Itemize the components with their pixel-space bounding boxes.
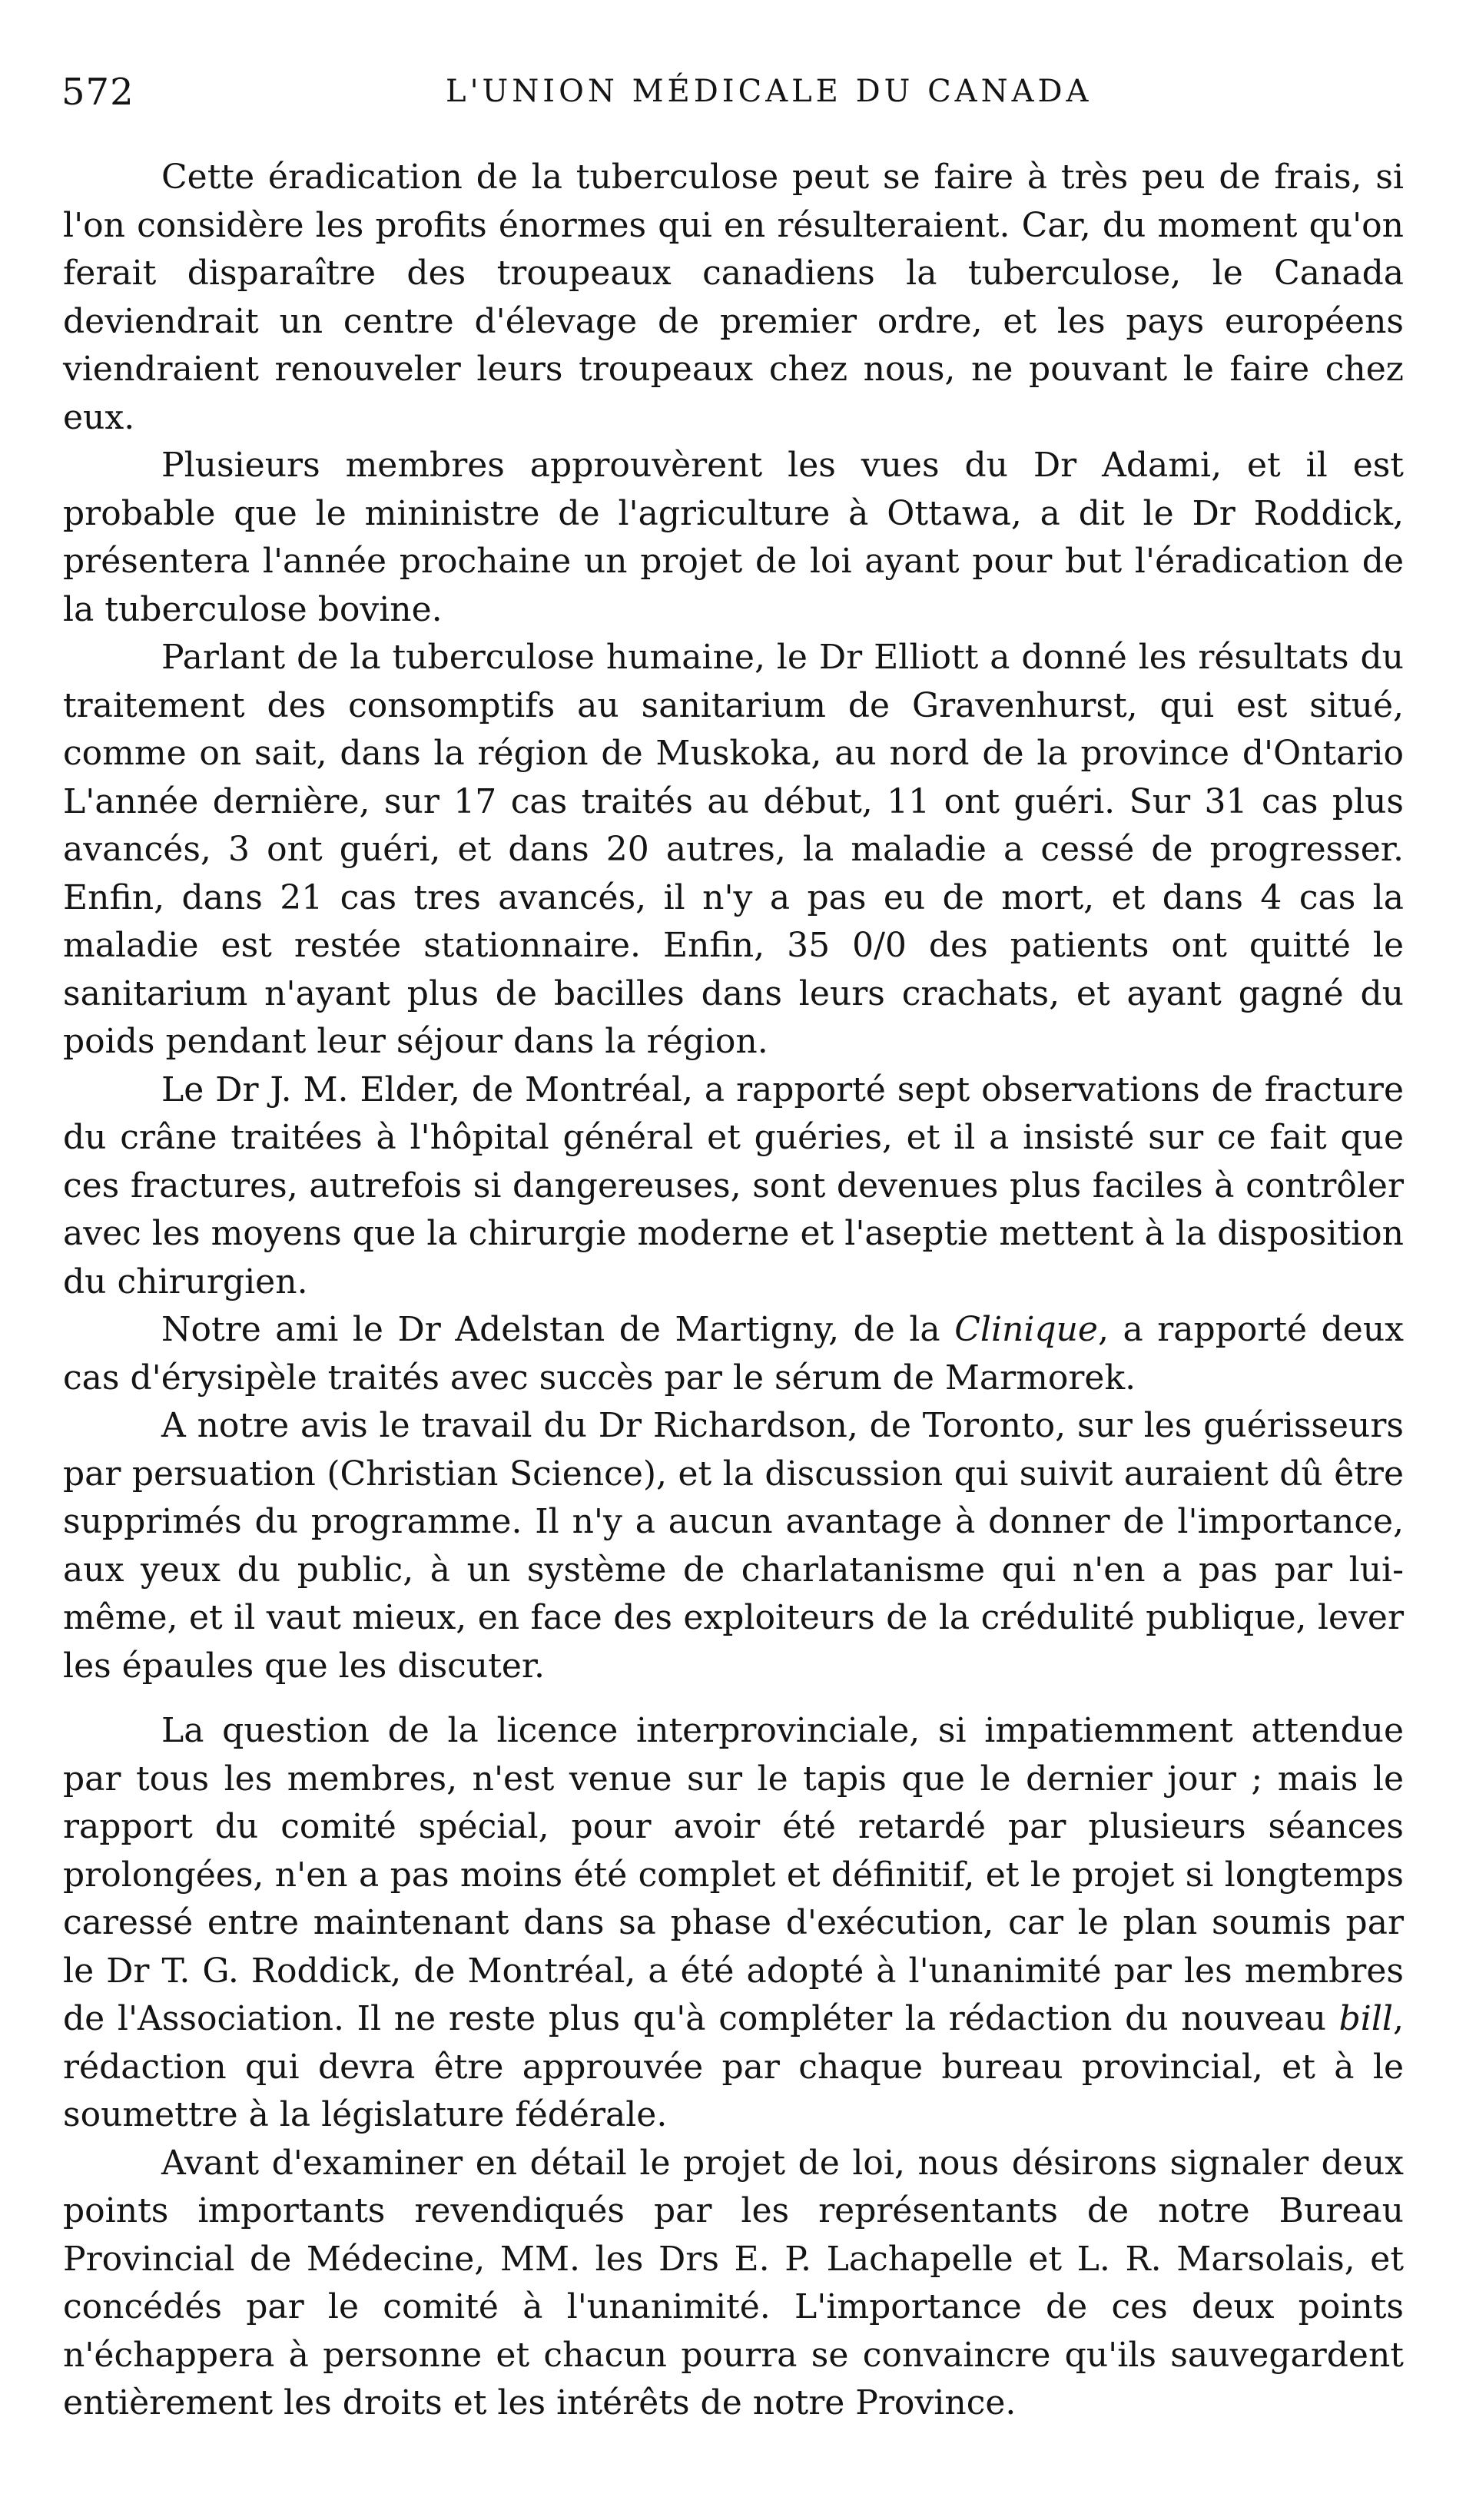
text-run: , rédaction qui devra être approuvée par chaque bureau provincial, et à le soumettre à la législature fédérale.	[63, 1999, 1404, 2134]
text-run: , a rapporté deux cas d'érysipèle traités avec succès par le sérum de Marmorek.	[63, 1310, 1404, 1398]
article-body	[63, 154, 1404, 2428]
paragraph-martigny	[63, 1306, 1404, 1402]
text-run: Notre ami le Dr Adelstan de Martigny, de la	[161, 1310, 955, 1349]
paragraph-elder: Le Dr J. M. Elder, de Montréal, a rapporté sept observations de fracture du crâne traitées à l'hôpital général et guéries, et il a insisté sur ce fait que ces fractures, autrefois si dangereuses, sont devenues plus faciles à contrôler avec les moyens que la chirurgie moderne et l'aseptie mettent à la disposition du chirurgien.	[63, 1069, 1404, 1301]
paragraph-elliott: Parlant de la tuberculose humaine, le Dr Elliott a donné les résultats du traitement des consomptifs au sanitarium de Gravenhurst, qui est situé, comme on sait, dans la région de Muskoka, au nord de la province d'Ontario L'année dernière, sur 17 cas traités au début, 11 ont guéri. Sur 31 cas plus avancés, 3 ont guéri, et dans 20 autres, la maladie a cessé de progresser. Enfin, dans 21 cas tres avancés, il n'y a pas eu de mort, et dans 4 cas la maladie est restée stationnaire. Enfin, 35 0/0 des patients ont quitté le sanitarium n'ayant plus de bacilles dans leurs crachats, et ayant gagné du poids pendant leur séjour dans la région.	[63, 638, 1404, 1061]
paragraph-licence	[63, 1707, 1404, 2140]
paragraph-richardson: A notre avis le travail du Dr Richardson, de Toronto, sur les guérisseurs par persuation (Christian Science), et la discussion qui suivit auraient dû être supprimés du programme. Il n'y a aucun avantage à donner de l'importance, aux yeux du public, à un système de charlatanisme qui n'en a pas par lui-même, et il vaut mieux, en face des exploiteurs de la crédulité publique, lever les épaules que les discuter.	[63, 1406, 1404, 1686]
paragraph-projet-de-loi: Avant d'examiner en détail le projet de loi, nous désirons signaler deux points importants revendiqués par les représentants de notre Bureau Provincial de Médecine, MM. les Drs E. P. Lachapelle et L. R. Marsolais, et concédés par le comité à l'unanimité. L'importance de ces deux points n'échappera à personne et chacun pourra se convaincre qu'ils sauvegardent entièrement les droits et les intérêts de notre Province.	[63, 2143, 1404, 2422]
page-number: 572	[61, 71, 134, 114]
text-run: La question de la licence interprovinciale, si impatiemment attendue par tous les membres, n'est venue sur le tapis que le dernier jour ; mais le rapport du comité spécial, pour avoir été retardé par plusieurs séances prolongées, n'en a pas moins été complet et définitif, et le projet si longtemps caressé entre maintenant dans sa phase d'exécution, car le plan soumis par le Dr T. G. Roddick, de Montréal, a été adopté à l'unanimité par les membres de l'Association. Il ne reste plus qu'à compléter la rédaction du nouveau	[63, 1711, 1404, 2038]
paragraph-adami: Plusieurs membres approuvèrent les vues du Dr Adami, et il est probable que le mininistre de l'agriculture à Ottawa, a dit le Dr Roddick, présentera l'année prochaine un projet de loi ayant pour but l'éradication de la tuberculose bovine.	[63, 446, 1404, 629]
paragraph-eradication: Cette éradication de la tuberculose peut se faire à très peu de frais, si l'on considère les profits énormes qui en résulteraient. Car, du moment qu'on ferait disparaître des troupeaux canadiens la tuberculose, le Canada deviendrait un centre d'élevage de premier ordre, et les pays européens viendraient renouveler leurs troupeaux chez nous, ne pouvant le faire chez eux.	[63, 158, 1404, 437]
running-title: L'UNION MÉDICALE DU CANADA	[446, 74, 1093, 109]
italic-bill: bill	[1338, 1999, 1393, 2038]
italic-journal-title: Clinique	[954, 1310, 1098, 1349]
page-header	[61, 71, 1398, 117]
